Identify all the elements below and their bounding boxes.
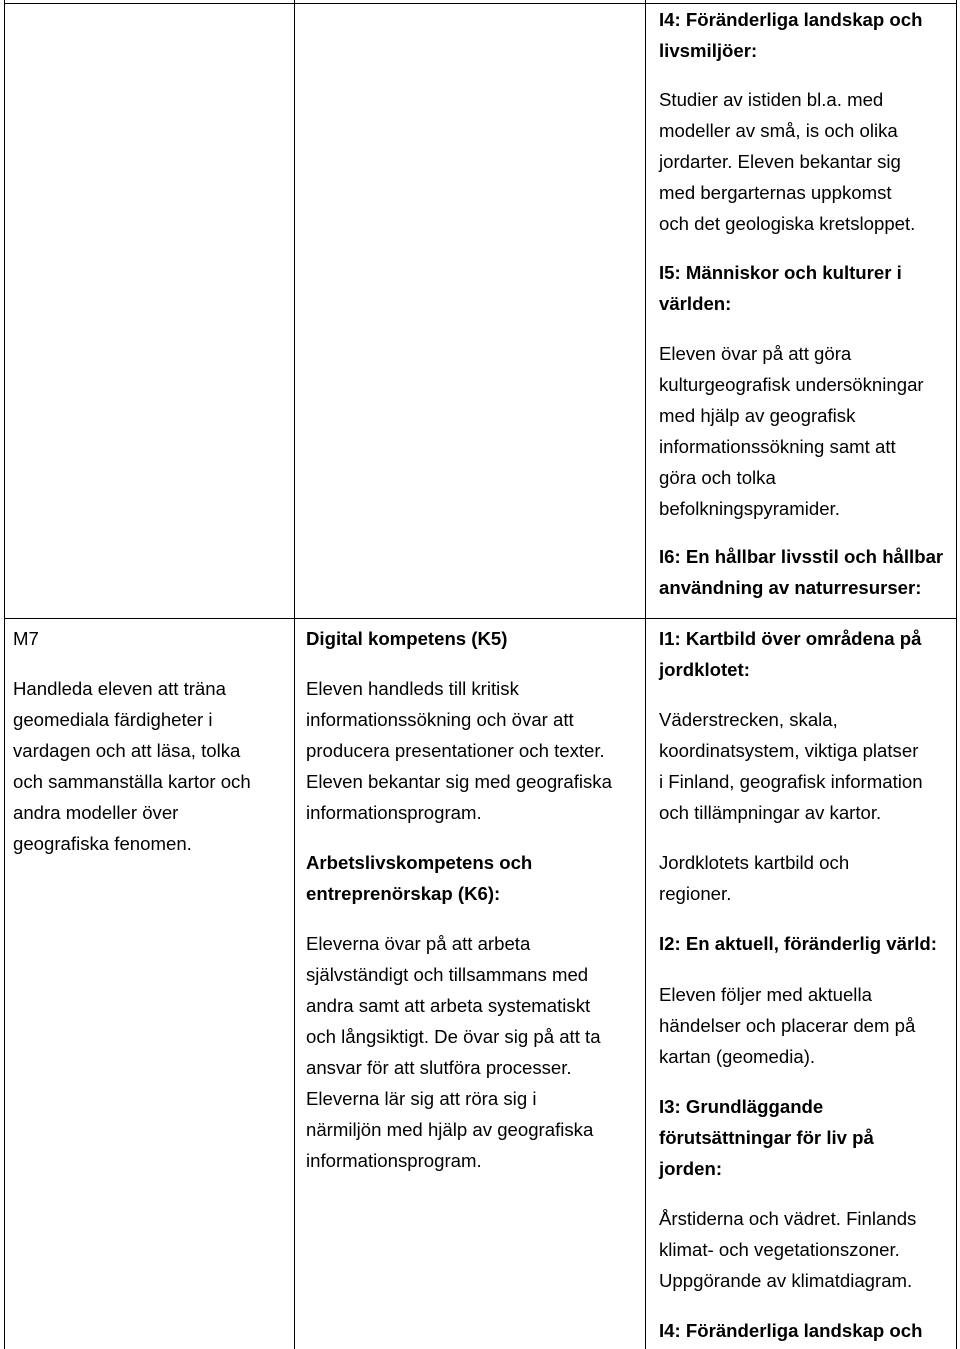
text-line: geomediala färdigheter i xyxy=(13,709,213,730)
paragraph-i2-content xyxy=(659,979,915,1072)
text-line: regioner. xyxy=(659,883,732,904)
row2-col2-cell xyxy=(295,619,645,1349)
paragraph-k6-content xyxy=(306,928,601,1176)
text-line: entreprenörskap (K6): xyxy=(306,883,501,904)
text-line: i Finland, geografisk information xyxy=(659,771,923,792)
text-line: befolkningspyramider. xyxy=(659,498,840,519)
row1-col2-cell xyxy=(295,4,645,618)
text-line: och sammanställa kartor och xyxy=(13,771,251,792)
goal-description xyxy=(13,673,251,859)
text-line: Arbetslivskompetens och xyxy=(306,852,533,873)
text-line: Eleverna lär sig att röra sig i xyxy=(306,1088,537,1109)
text-line: Studier av istiden bl.a. med xyxy=(659,89,884,110)
text-line: Jordklotets kartbild och xyxy=(659,852,850,873)
heading-k6 xyxy=(306,847,532,909)
text-line: ansvar för att slutföra processer. xyxy=(306,1057,572,1078)
text-line: jordarter. Eleven bekantar sig xyxy=(659,151,901,172)
text-line: Digital kompetens (K5) xyxy=(306,628,508,649)
text-line: och det geologiska kretsloppet. xyxy=(659,213,916,234)
paragraph-i5-content xyxy=(659,338,924,524)
row1-col1-cell xyxy=(5,4,294,618)
heading-i2 xyxy=(659,928,937,959)
text-line: geografiska fenomen. xyxy=(13,833,192,854)
text-line: händelser och placerar dem på xyxy=(659,1015,916,1036)
text-line: andra modeller över xyxy=(13,802,179,823)
heading-i4-continued xyxy=(659,1315,922,1346)
text-line: kulturgeografisk undersökningar xyxy=(659,374,924,395)
heading-i1 xyxy=(659,623,921,685)
heading-i5 xyxy=(659,257,902,319)
text-line: användning av naturresurser: xyxy=(659,577,922,598)
text-line: närmiljön med hjälp av geografiska xyxy=(306,1119,594,1140)
text-line: Eleven bekantar sig med geografiska xyxy=(306,771,612,792)
text-line: göra och tolka xyxy=(659,467,776,488)
row2-col3-cell xyxy=(646,619,956,1349)
text-line: koordinatsystem, viktiga platser xyxy=(659,740,919,761)
paragraph-i1-regions xyxy=(659,847,849,909)
text-line: M7 xyxy=(13,628,39,649)
text-line: Eleven handleds till kritisk xyxy=(306,678,519,699)
text-line: Årstiderna och vädret. Finlands xyxy=(659,1208,917,1229)
row1-col3-cell xyxy=(646,4,956,618)
row2-col1-cell xyxy=(5,619,294,1349)
text-line: producera presentationer och texter. xyxy=(306,740,605,761)
text-line: I1: Kartbild över områdena på xyxy=(659,628,922,649)
text-line: informationsprogram. xyxy=(306,1150,482,1171)
text-line: med hjälp av geografisk xyxy=(659,405,856,426)
text-line: informationssökning och övar att xyxy=(306,709,574,730)
heading-i4 xyxy=(659,4,922,66)
paragraph-i3-content xyxy=(659,1203,916,1296)
text-line: andra samt att arbeta systematiskt xyxy=(306,995,591,1016)
text-line: Uppgörande av klimatdiagram. xyxy=(659,1270,913,1291)
text-line: Eleverna övar på att arbeta xyxy=(306,933,531,954)
text-line: Eleven följer med aktuella xyxy=(659,984,872,1005)
paragraph-i4-content xyxy=(659,84,915,239)
text-line: informationsprogram. xyxy=(306,802,482,823)
text-line: vardagen och att läsa, tolka xyxy=(13,740,241,761)
text-line: I6: En hållbar livsstil och hållbar xyxy=(659,546,944,567)
text-line: informationssökning samt att xyxy=(659,436,896,457)
heading-k5 xyxy=(306,623,507,654)
heading-i6 xyxy=(659,541,943,603)
text-line: I4: Föränderliga landskap och xyxy=(659,9,923,30)
text-line: Handleda eleven att träna xyxy=(13,678,226,699)
text-line: och tillämpningar av kartor. xyxy=(659,802,882,823)
text-line: förutsättningar för liv på xyxy=(659,1127,874,1148)
goal-code xyxy=(13,623,39,654)
text-line: Eleven övar på att göra xyxy=(659,343,852,364)
table-border-right xyxy=(956,0,957,1349)
text-line: I5: Människor och kulturer i xyxy=(659,262,902,283)
heading-i3 xyxy=(659,1091,874,1184)
text-line: och långsiktigt. De övar sig på att ta xyxy=(306,1026,601,1047)
paragraph-k5-content xyxy=(306,673,612,828)
text-line: I3: Grundläggande xyxy=(659,1096,824,1117)
text-line: klimat- och vegetationszoner. xyxy=(659,1239,900,1260)
text-line: modeller av små, is och olika xyxy=(659,120,898,141)
text-line: livsmiljöer: xyxy=(659,40,758,61)
text-line: kartan (geomedia). xyxy=(659,1046,816,1067)
text-line: självständigt och tillsammans med xyxy=(306,964,589,985)
text-line: I2: En aktuell, föränderlig värld: xyxy=(659,933,937,954)
text-line: världen: xyxy=(659,293,732,314)
text-line: med bergarternas uppkomst xyxy=(659,182,892,203)
text-line: jordklotet: xyxy=(659,659,750,680)
text-line: I4: Föränderliga landskap och xyxy=(659,1320,923,1341)
paragraph-i1-content xyxy=(659,704,923,828)
text-line: jorden: xyxy=(659,1158,723,1179)
text-line: Väderstrecken, skala, xyxy=(659,709,838,730)
